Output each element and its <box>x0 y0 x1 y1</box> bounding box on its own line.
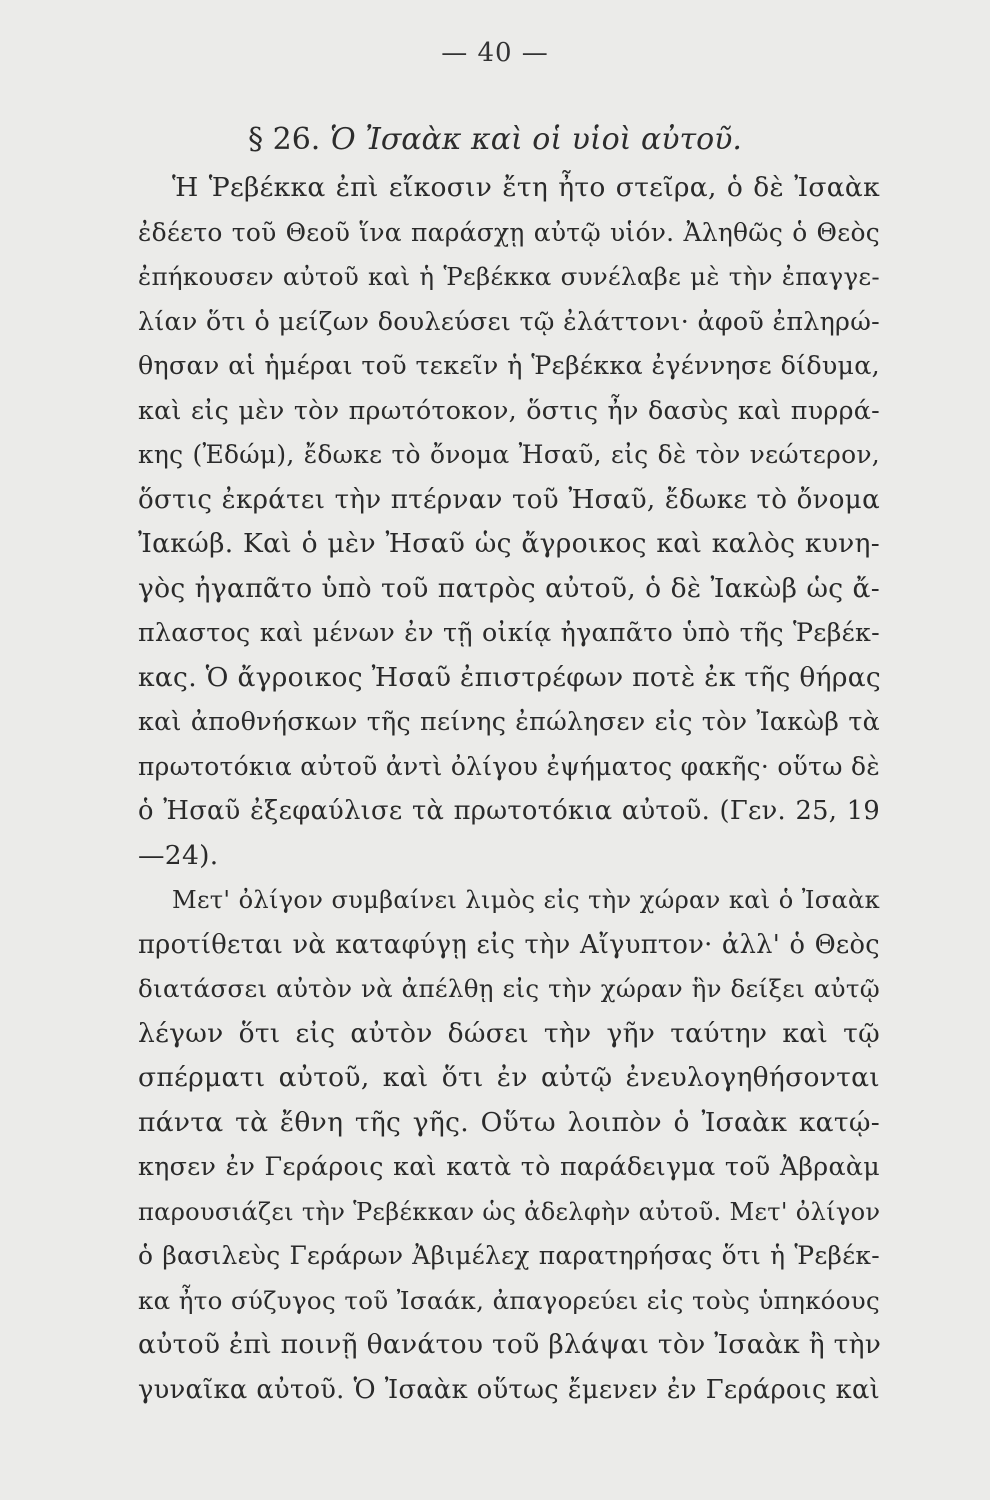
text-line: κης (Ἐδώμ), ἔδωκε τὸ ὄνομα Ἠσαῦ, εἰς δὲ τὸν νεώτερον, <box>138 440 880 469</box>
text-line: ἐπήκουσεν αὐτοῦ καὶ ἡ Ῥεβέκκα συνέλαβε μὲ τὴν ἐπαγγε- <box>138 262 880 291</box>
text-line: σπέρματι αὐτοῦ, καὶ ὅτι ἐν αὐτῷ ἐνευλογηθήσονται <box>138 1062 880 1093</box>
text-line: παρουσιάζει τὴν Ῥεβέκκαν ὡς ἀδελφὴν αὐτοῦ. Μετ' ὀλίγον <box>138 1197 881 1226</box>
text-line: —24). <box>138 839 219 871</box>
text-line: θησαν αἱ ἡμέραι τοῦ τεκεῖν ἡ Ῥεβέκκα ἐγέννησε δίδυμα, <box>138 351 880 380</box>
text-line: γυναῖκα αὐτοῦ. Ὁ Ἰσαὰκ οὕτως ἔμενεν ἐν Γεράροις καὶ <box>138 1374 880 1405</box>
section-number: § 26. <box>248 122 321 157</box>
section-heading <box>0 122 990 157</box>
text-line: πλαστος καὶ μένων ἐν τῇ οἰκίᾳ ἠγαπᾶτο ὑπὸ τῆς Ῥεβέκ- <box>138 618 880 647</box>
text-line: Ἡ Ῥεβέκκα ἐπὶ εἴκοσιν ἔτη ἦτο στεῖρα, ὁ δὲ Ἰσαὰκ <box>172 172 880 203</box>
text-line: διατάσσει αὐτὸν νὰ ἀπέλθῃ εἰς τὴν χώραν ἣν δείξει αὐτῷ <box>138 974 880 1003</box>
text-line: ὁ βασιλεὺς Γεράρων Ἀβιμέλεχ παρατηρήσας ὅτι ἡ Ῥεβέκ- <box>138 1241 880 1270</box>
text-line: πρωτοτόκια αὐτοῦ ἀντὶ ὀλίγου ἐψήματος φακῆς· οὕτω δὲ <box>138 751 880 781</box>
text-line: ὁ Ἠσαῦ ἐξεφαύλισε τὰ πρωτοτόκια αὐτοῦ. (Γεν. 25, 19 <box>138 796 880 826</box>
text-line: καὶ ἀποθνήσκων τῆς πείνης ἐπώλησεν εἰς τὸν Ἰακὼβ τὰ <box>138 707 880 736</box>
text-line: καὶ εἰς μὲν τὸν πρωτότοκον, ὅστις ἦν δασὺς καὶ πυρρά- <box>138 395 880 425</box>
text-line: κησεν ἐν Γεράροις καὶ κατὰ τὸ παράδειγμα τοῦ Ἀβραὰμ <box>138 1152 880 1181</box>
text-line: Ἰακώβ. Καὶ ὁ μὲν Ἠσαῦ ὡς ἄγροικος καὶ καλὸς κυνη- <box>138 528 880 559</box>
section-title: Ὁ Ἰσαὰκ καὶ οἱ υἱοὶ αὐτοῦ. <box>329 122 742 157</box>
text-line: Μετ' ὀλίγον συμβαίνει λιμὸς εἰς τὴν χώραν καὶ ὁ Ἰσαὰκ <box>172 886 880 914</box>
text-line: ἐδέετο τοῦ Θεοῦ ἵνα παράσχῃ αὐτῷ υἱόν. Ἀληθῶς ὁ Θεὸς <box>138 217 880 247</box>
text-line: πάντα τὰ ἔθνη τῆς γῆς. Οὕτω λοιπὸν ὁ Ἰσαὰκ κατῴ- <box>138 1106 880 1138</box>
text-line: κα ἦτο σύζυγος τοῦ Ἰσαάκ, ἀπαγορεύει εἰς τοὺς ὑπηκόους <box>138 1285 880 1315</box>
text-line: λίαν ὅτι ὁ μείζων δουλεύσει τῷ ἐλάττονι· ἀφοῦ ἐπληρώ- <box>138 306 880 336</box>
text-line: αὐτοῦ ἐπὶ ποινῇ θανάτου τοῦ βλάψαι τὸν Ἰσαὰκ ἢ τὴν <box>138 1329 882 1360</box>
text-line: κας. Ὁ ἄγροικος Ἠσαῦ ἐπιστρέφων ποτὲ ἐκ τῆς θήρας <box>138 661 882 693</box>
page-number: — 40 — <box>441 38 549 68</box>
text-line: προτίθεται νὰ καταφύγῃ εἰς τὴν Αἴγυπτον· ἀλλ' ὁ Θεὸς <box>138 929 880 960</box>
text-line: γὸς ἠγαπᾶτο ὑπὸ τοῦ πατρὸς αὐτοῦ, ὁ δὲ Ἰακὼβ ὡς ἄ- <box>138 572 880 604</box>
text-line: λέγων ὅτι εἰς αὐτὸν δώσει τὴν γῆν ταύτην καὶ τῷ <box>138 1017 880 1049</box>
text-line: ὅστις ἐκράτει τὴν πτέρναν τοῦ Ἠσαῦ, ἔδωκε τὸ ὄνομα <box>138 484 880 515</box>
body-text <box>138 166 880 1412</box>
